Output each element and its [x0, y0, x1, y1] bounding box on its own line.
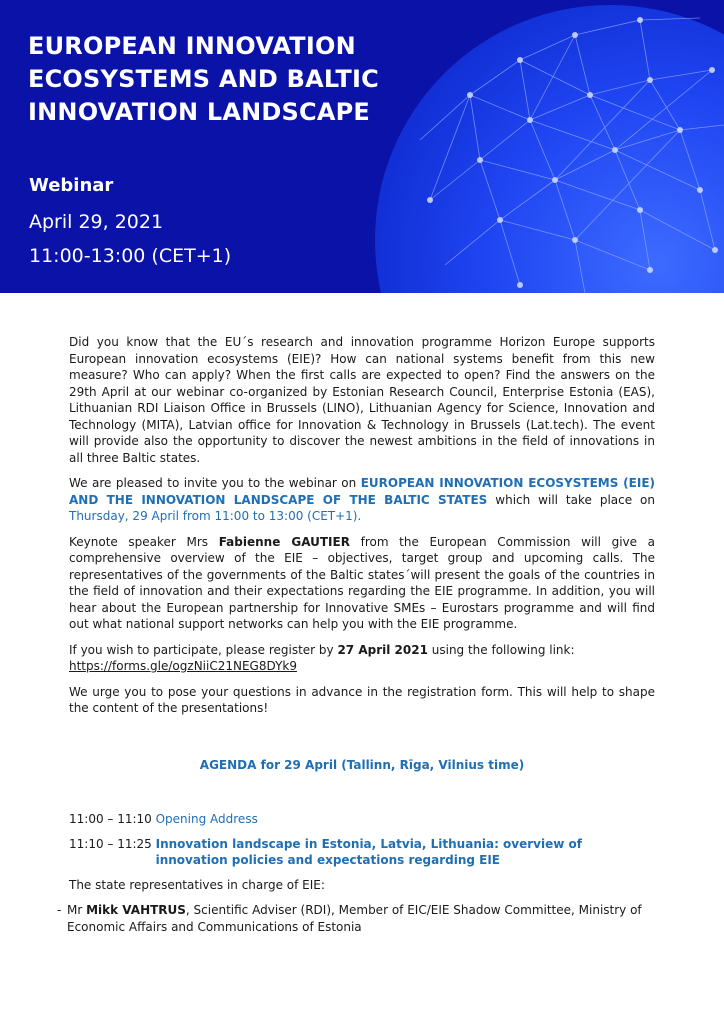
- page-title: [28, 30, 448, 129]
- agenda-title: Innovation landscape in Estonia, Latvia, Lithuania: overview of innovation policies and expectations regarding EIE: [155, 836, 582, 867]
- agenda-item: [69, 836, 655, 869]
- title-line: EUROPEAN INNOVATION: [28, 32, 356, 60]
- keynote-text: Keynote speaker Mrs: [69, 534, 219, 549]
- agenda-list: [69, 811, 655, 869]
- event-type: Webinar: [29, 175, 114, 196]
- agenda-heading: AGENDA for 29 April (Tallinn, Rīga, Vilnius time): [199, 757, 525, 772]
- registration-link[interactable]: https://forms.gle/ogzNiiC21NEG8DYk9: [69, 659, 297, 673]
- event-time: 11:00-13:00 (CET+1): [29, 245, 232, 267]
- agenda-title: Opening Address: [155, 812, 258, 826]
- header-banner: [0, 0, 724, 293]
- invite-text: which will take place on: [487, 492, 656, 507]
- title-line: INNOVATION LANDSCAPE: [28, 98, 370, 126]
- keynote-text: from the European Commission will give a comprehensive overview of the EIE – objectives, target group and upcoming calls. The representatives of the governments of the Baltic states´will present the goals of the countries in the field of innovation and their expectations regarding the EIE programme. In addition, you will hear about the European partnership for Innovative SMEs – Eurostars programme and will find out what national support networks can help you with the EIE programme.: [69, 534, 656, 631]
- webinar-name: EUROPEAN INNOVATION ECOSYSTEMS (EIE) AND THE INNOVATION LANDSCAPE OF THE BALTIC STATES: [69, 476, 655, 507]
- rep-details: , Scientific Adviser (RDI), Member of EIC/EIE Shadow Committee, Ministry of Economic Affairs and Communications of Estonia: [67, 903, 642, 934]
- list-dash: -: [57, 903, 62, 917]
- agenda-item: [69, 811, 655, 828]
- invite-paragraph: [69, 475, 655, 525]
- questions-paragraph: We urge you to pose your questions in advance in the registration form. This will help to shape the content of the presentations!: [69, 684, 655, 715]
- register-paragraph: [69, 642, 655, 675]
- invite-text: We are pleased to invite you to the webinar on: [69, 476, 361, 490]
- agenda-time: 11:00 – 11:10: [69, 812, 156, 826]
- webinar-date: Thursday, 29 April from 11:00 to 13:00 (CET+1).: [69, 509, 362, 523]
- body-content: [57, 334, 656, 935]
- rep-name: Mikk VAHTRUS: [86, 903, 186, 917]
- agenda-time: 11:10 – 11:25: [69, 836, 156, 851]
- rep-honorific: Mr: [67, 903, 87, 917]
- register-deadline: 27 April 2021: [337, 642, 428, 657]
- intro-paragraph: Did you know that the EU´s research and innovation programme Horizon Europe supports European innovation ecosystems (EIE)? How can national systems benefit from this new measure? Who can apply? When the first calls are expected to open? Find the answers on the 29th April at our webinar co-organized by Estonian Research Council, Enterprise Estonia (EAS), Lithuanian RDI Liaison Office in Brussels (LINO), Lithuanian Agency for Science, Innovation and Technology (MITA), Latvian office for Innovation & Technology in Brussels (Lat.tech). The event will provide also the opportunity to discover the newest ambitions in the field of innovations in all three Baltic states.: [69, 335, 655, 465]
- representative-text: [67, 902, 655, 935]
- title-line: ECOSYSTEMS AND BALTIC: [28, 65, 379, 93]
- representative-item: [57, 902, 655, 935]
- register-text: using the following link:: [427, 642, 575, 657]
- keynote-paragraph: [69, 534, 655, 633]
- reps-intro: The state representatives in charge of EIE:: [69, 877, 325, 892]
- keynote-speaker: Fabienne GAUTIER: [218, 534, 350, 549]
- event-date: April 29, 2021: [29, 211, 164, 233]
- register-text: If you wish to participate, please register by: [69, 642, 338, 657]
